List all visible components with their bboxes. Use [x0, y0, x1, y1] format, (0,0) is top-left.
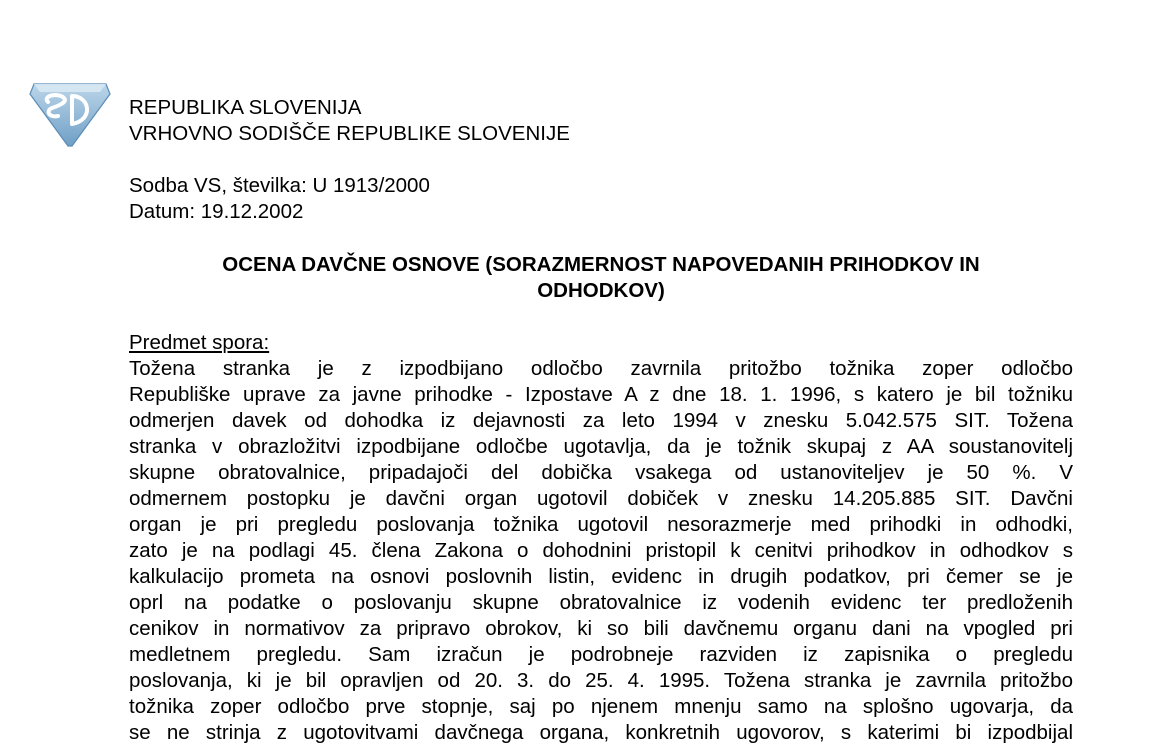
body-line: Republiške uprave za javne prihodke - Izpostave A z dne 18. 1. 1996, s katero je bil tožniku — [129, 383, 1073, 406]
title-line-2: ODHODKOV) — [537, 279, 665, 302]
body-line: se ne strinja z ugotovitvami davčnega organa, konkretnih ugovorov, s katerimi bi izpodbijal — [129, 721, 1073, 744]
title-line-1: OCENA DAVČNE OSNOVE (SORAZMERNOST NAPOVEDANIH PRIHODKOV IN — [222, 253, 980, 276]
body-line: zato je na podlagi 45. člena Zakona o dohodnini pristopil k cenitvi prihodkov in odhodkov s — [129, 539, 1073, 562]
body-line: oprl na podatke o poslovanju skupne obratovalnice iz vodenih evidenc ter predloženih — [129, 591, 1073, 614]
reference-block — [129, 173, 430, 225]
case-number: Sodba VS, številka: U 1913/2000 — [129, 174, 430, 197]
body-line: odmernem postopku je davčni organ ugotovil dobiček v znesku 14.205.885 SIT. Davčni — [129, 487, 1073, 510]
body-line: skupne obratovalnice, pripadajoči del dobička vsakega od ustanoviteljev je 50 %. V — [129, 461, 1073, 484]
body-line: stranka v obrazložitvi izpodbijane odločbe ugotavlja, da je tožnik skupaj z AA soustanovitelj — [129, 435, 1073, 458]
judgment-date: Datum: 19.12.2002 — [129, 200, 304, 223]
body-line: kalkulacijo prometa na osnovi poslovnih listin, evidenc in drugih podatkov, pri čemer se je — [129, 565, 1073, 588]
body-line: odmerjen davek od dohodka iz dejavnosti za leto 1994 v znesku 5.042.575 SIT. Tožena — [129, 409, 1073, 432]
header-court: VRHOVNO SODIŠČE REPUBLIKE SLOVENIJE — [129, 122, 570, 145]
body-line: Tožena stranka je z izpodbijano odločbo zavrnila pritožbo tožnika zoper odločbo — [129, 357, 1073, 380]
header-block — [129, 95, 570, 147]
body-line: medletnem pregledu. Sam izračun je podrobneje razviden iz zapisnika o pregledu — [129, 643, 1073, 666]
body-paragraph — [129, 356, 1073, 746]
header-republic: REPUBLIKA SLOVENIJA — [129, 96, 362, 119]
section-label: Predmet spora: — [129, 331, 270, 354]
document-title — [129, 252, 1073, 304]
body-line: cenikov in normativov za pripravo obrokov, ki so bili davčnemu organu dani na vpogled pri — [129, 617, 1073, 640]
court-logo — [28, 80, 112, 148]
body-line: organ je pri pregledu poslovanja tožnika ugotovil nesorazmerje med prihodki in odhodki, — [129, 513, 1073, 536]
body-line: tožnika zoper odločbo prve stopnje, saj po njenem mnenju samo na splošno ugovarja, da — [129, 695, 1073, 718]
body-line: poslovanja, ki je bil opravljen od 20. 3. do 25. 4. 1995. Tožena stranka je zavrnila pritožbo — [129, 669, 1073, 692]
